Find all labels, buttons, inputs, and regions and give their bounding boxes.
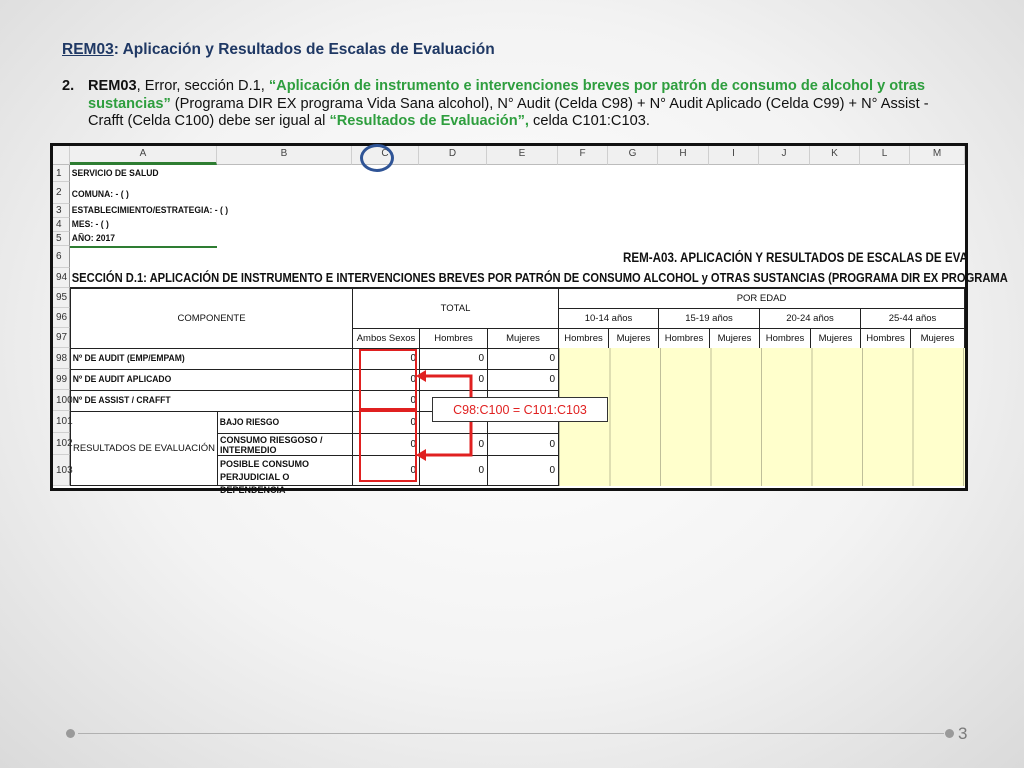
sub-header: Hombres [759,328,811,349]
item-text-2: (Programa DIR EX programa Vida Sana alcohol), N° Audit (Celda C98) + N° Audit Aplicado (Celda C99) + N° Assist - Crafft (Celda C100) debe ser igual al [88,95,929,129]
row-audit-aplicado [70,369,353,391]
comuna-label: COMUNA: - ( ) [71,189,129,200]
row-number: 94 [53,268,70,288]
sub-header: Mujeres [910,328,965,349]
cell-d103: 0 [419,455,488,486]
row-consumo-riesgoso: CONSUMO RIESGOSO / INTERMEDIO [217,433,353,456]
row-number: 2 [53,182,70,204]
cell-e102: 0 [487,433,559,456]
total-header: TOTAL [352,288,559,329]
col-header-f: F [558,146,608,165]
item-text-3: celda C101:C103. [528,113,650,129]
row-audit-aplicado-label: Nº DE AUDIT APLICADO [72,374,172,385]
age-group-header: 10-14 años [558,308,659,329]
footer-line [78,733,944,734]
row-number: 101 [53,411,70,433]
col-header-e: E [487,146,558,165]
age-group-header: 15-19 años [658,308,760,329]
col-header-l: L [860,146,910,165]
row-number: 99 [53,369,70,390]
row-number: 96 [53,308,70,328]
rule-item [62,78,962,131]
mes-label: MES: - ( ) [71,219,109,230]
item-green-1: “Aplicación de instrumento e intervenciones breves por patrón de consumo de alcohol y otras sustancias” [88,78,925,112]
sub-header: Hombres [419,328,488,349]
row-number: 4 [53,218,70,232]
row-number: 97 [53,328,70,348]
establecimiento-label: ESTABLECIMIENTO/ESTRATEGIA: - ( ) [71,205,229,216]
row-number: 98 [53,348,70,369]
age-data-area [558,348,965,486]
servicio-label: SERVICIO DE SALUD [71,168,159,179]
report-title: REM-A03. APLICACIÓN Y RESULTADOS DE ESCALAS DE EVA [623,250,968,265]
row-number: 5 [53,232,70,246]
col-header-j: J [759,146,810,165]
row-assist [70,390,353,412]
cell-d98: 0 [419,348,488,370]
cell-c99: 0 [352,369,420,391]
cell-c98: 0 [352,348,420,370]
componente-header: COMPONENTE [70,288,353,349]
corner-cell [53,146,70,165]
sub-header: Mujeres [608,328,659,349]
resultados-label: RESULTADOS DE EVALUACIÓN [70,411,218,486]
col-header-c: C [352,146,419,165]
cell-c103: 0 [352,455,420,486]
row-number: 1 [53,165,70,182]
sub-header: Ambos Sexos [352,328,420,349]
footer-dot-right [945,729,954,738]
section-title: SECCIÓN D.1: APLICACIÓN DE INSTRUMENTO E INTERVENCIONES BREVES POR PATRÓN DE CONSUMO ALCOHOL y OTRAS SUSTANCIAS (PROGRAMA DIR EX PROGRAMA [71,270,1008,285]
row-number: 3 [53,204,70,218]
row-posible-consumo: POSIBLE CONSUMO PERJUDICIAL O DEPENDENCIA [217,455,353,486]
cell-c101: 0 [352,411,420,434]
row-number: 103 [53,455,70,486]
highlight-c101-c103 [359,410,417,482]
spreadsheet-image [50,143,1008,495]
sub-header: Hombres [860,328,911,349]
cell-d99: 0 [419,369,488,391]
col-header-k: K [810,146,860,165]
sub-header: Hombres [658,328,710,349]
heading-code: REM03 [62,41,114,58]
cell-c100: 0 [352,390,420,412]
col-header-i: I [709,146,759,165]
item-green-2: “Resultados de Evaluación”, [329,113,529,129]
row-assist-label: Nº DE ASSIST / CRAFFT [72,395,171,406]
footer-dot-left [66,729,75,738]
col-header-b: B [217,146,352,165]
cell-d102: 0 [419,433,488,456]
heading-text: : Aplicación y Resultados de Escalas de Evaluación [113,41,495,58]
por-edad-header: POR EDAD [558,288,965,309]
sub-header: Mujeres [709,328,760,349]
page-number: 3 [958,724,968,743]
sub-header: Mujeres [487,328,559,349]
cell-e99: 0 [487,369,559,391]
cell-e103: 0 [487,455,559,486]
col-header-a: A [70,146,217,165]
row-audit-label: Nº DE AUDIT (EMP/EMPAM) [72,353,185,364]
item-code: REM03 [88,78,137,94]
row-number: 100 [53,390,70,411]
selection-bar [70,246,217,248]
col-header-m: M [910,146,965,165]
row-bajo-riesgo-label: BAJO RIESGO [219,417,280,428]
column-c-highlight [360,144,394,172]
col-header-d: D [419,146,487,165]
highlight-c98-c100 [359,349,417,410]
row-number: 102 [53,433,70,455]
cell-c102: 0 [352,433,420,456]
age-group-header: 20-24 años [759,308,861,329]
row-bajo-riesgo [217,411,353,434]
cell-e98: 0 [487,348,559,370]
sub-header: Mujeres [810,328,861,349]
col-header-g: G [608,146,658,165]
item-number: 2. [62,78,75,94]
slide-heading [62,41,495,59]
col-header-h: H [658,146,709,165]
item-text [88,78,962,131]
row-number: 6 [53,246,70,268]
age-group-header: 25-44 años [860,308,965,329]
row-number: 95 [53,288,70,308]
row-audit [70,348,353,370]
item-text-1: , Error, sección D.1, [136,78,269,94]
sub-header: Hombres [558,328,609,349]
formula-callout: C98:C100 = C101:C103 [432,397,608,422]
anio-label: AÑO: 2017 [71,233,116,244]
